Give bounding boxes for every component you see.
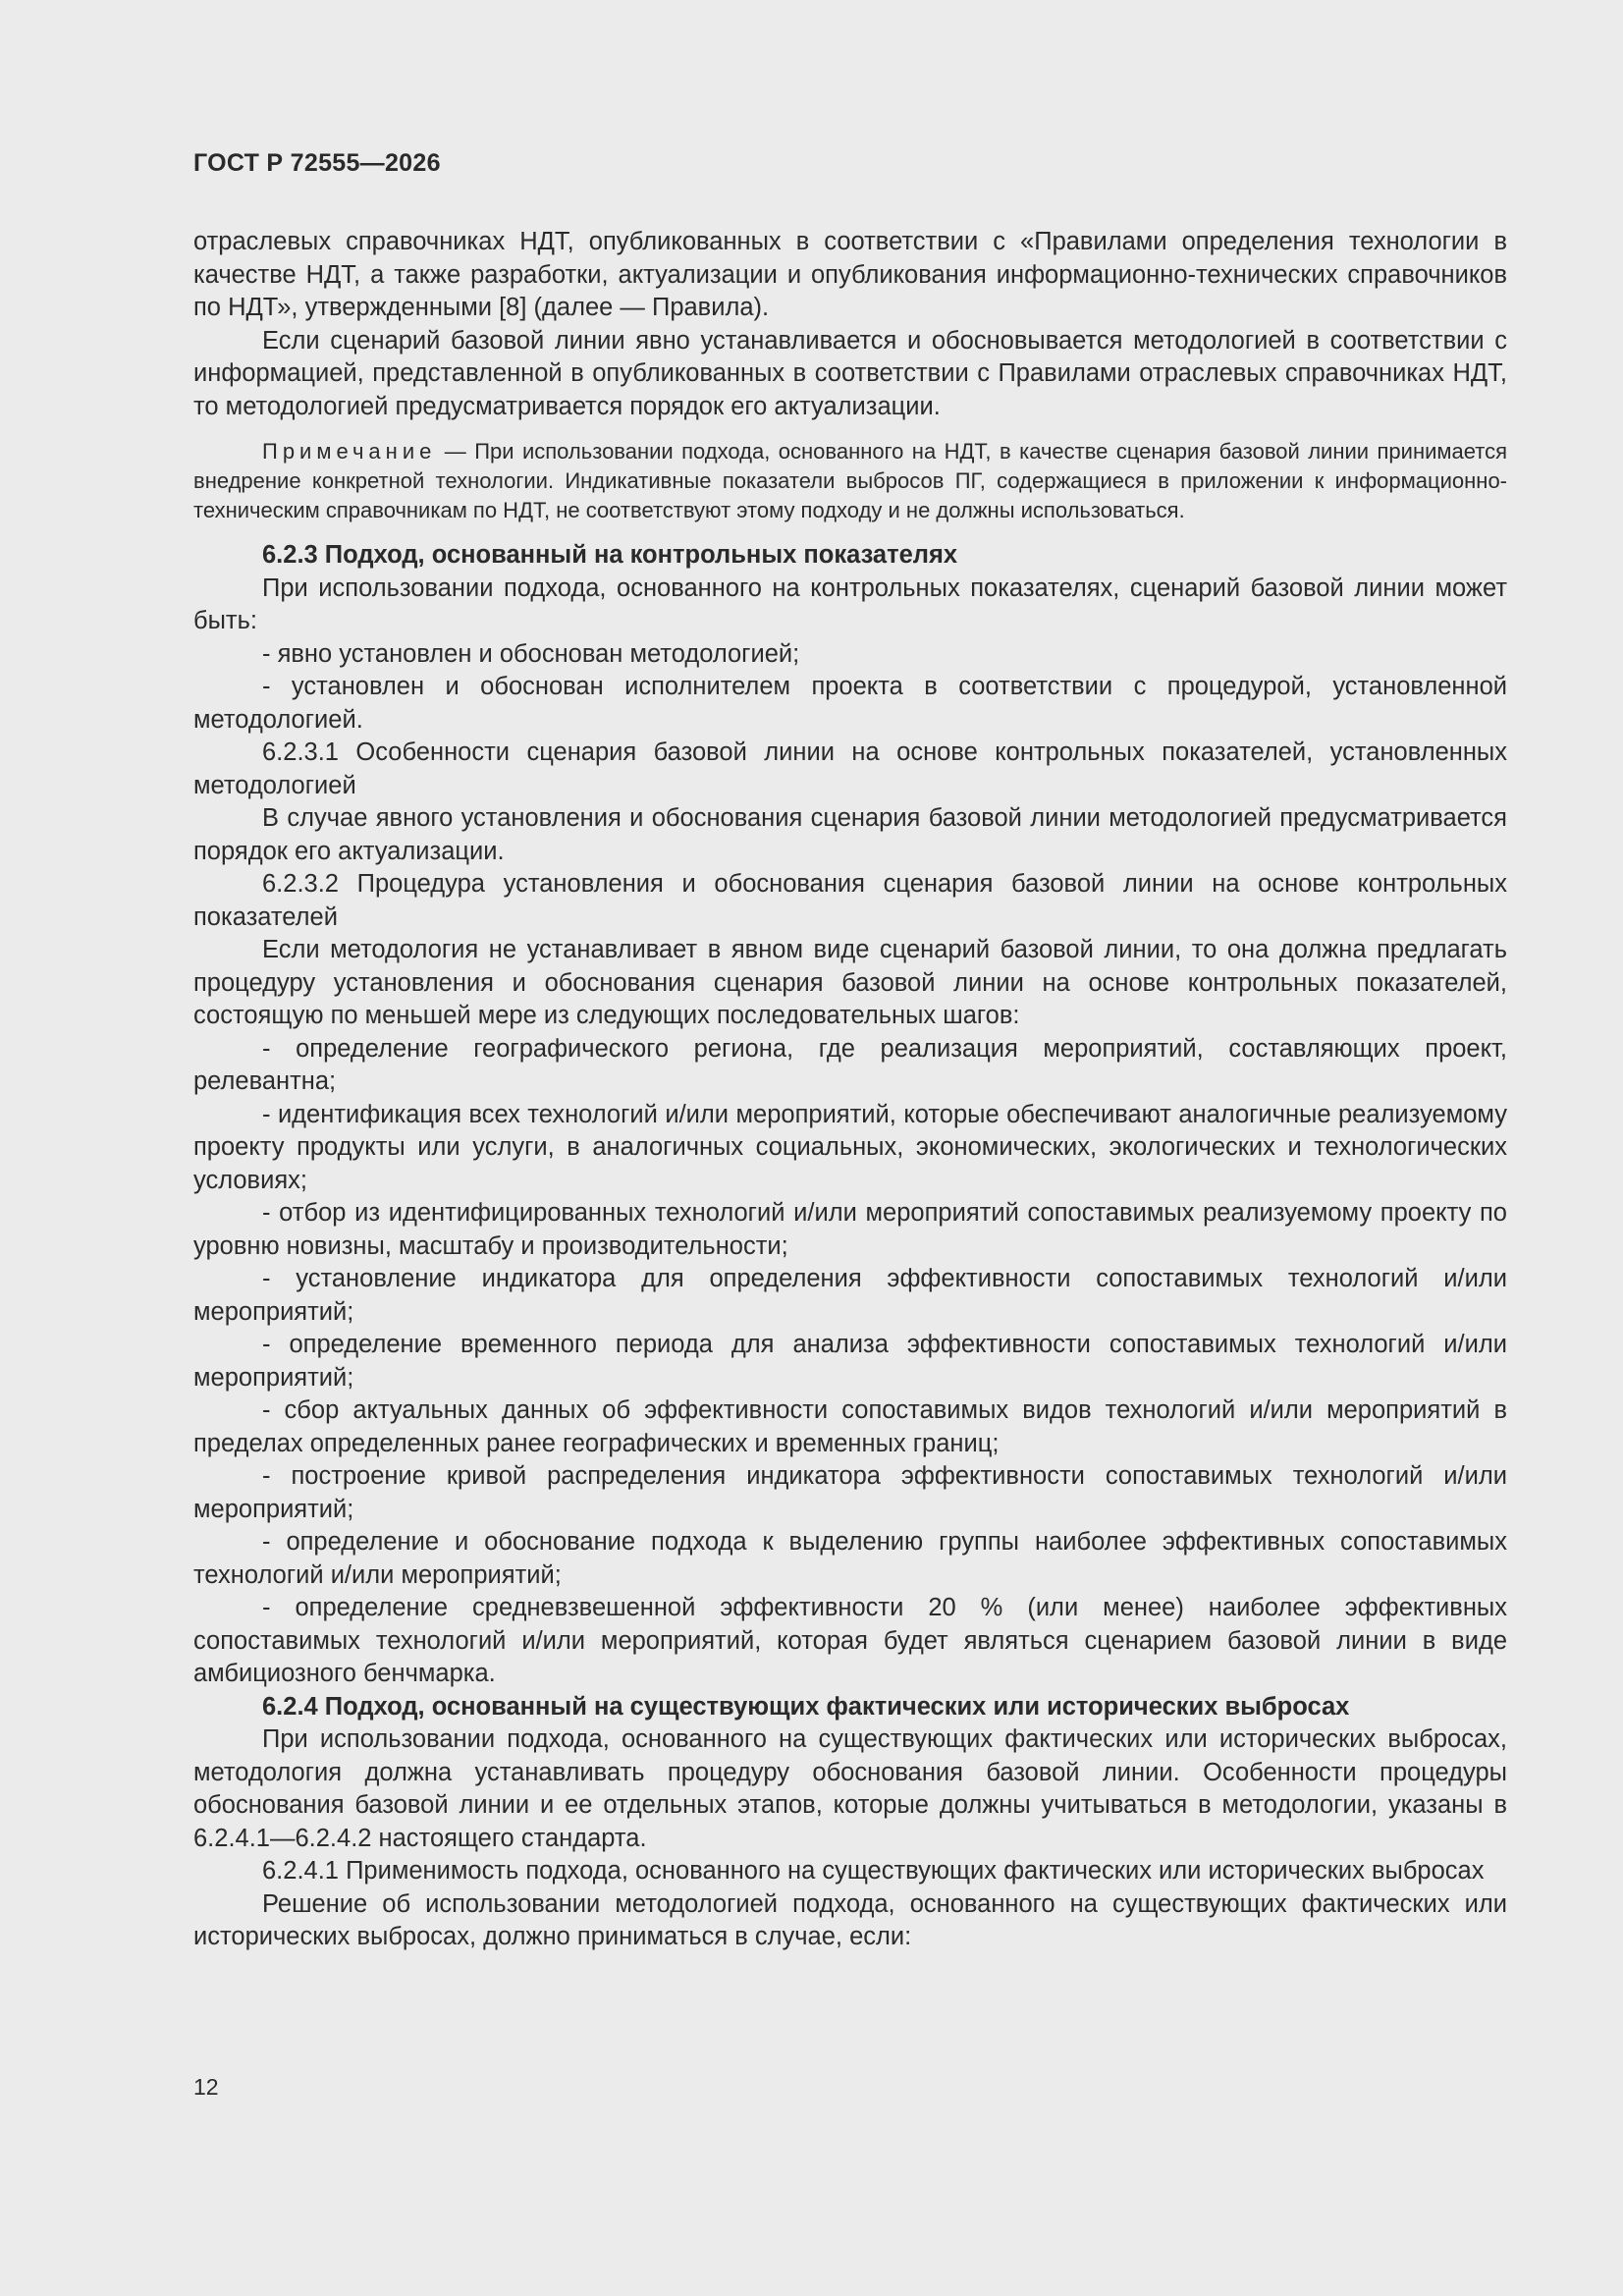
list-item: - отбор из идентифицированных технологий и/или мероприятий сопоставимых реализуемому проекту по уровню новизны, масштабу и производительности;: [193, 1199, 1507, 1260]
list-item: - построение кривой распределения индикатора эффективности сопоставимых технологий и/или мероприятий;: [193, 1462, 1507, 1523]
paragraph-continuation: отраслевых справочниках НДТ, опубликованных в соответствии с «Правилами определения технологии в качестве НДТ, а также разработки, актуализации и опубликования информационно-технических справочников по НДТ», утвержденными [8] (далее — Правила).: [193, 228, 1507, 321]
section-heading-6-2-3: 6.2.3 Подход, основанный на контрольных показателях: [262, 541, 958, 569]
document-body: [193, 226, 1507, 1954]
document-code-header: ГОСТ Р 72555—2026: [193, 149, 441, 177]
paragraph: Если методология не устанавливает в явном виде сценарий базовой линии, то она должна предлагать процедуру установления и обоснования сценария базовой линии на основе контрольных показателей, состоящую по меньшей мере из следующих последовательных шагов:: [193, 936, 1507, 1029]
note-label: Примечание: [262, 439, 437, 464]
list-item: - установление индикатора для определения эффективности сопоставимых технологий и/или мероприятий;: [193, 1265, 1507, 1326]
list-item: - идентификация всех технологий и/или мероприятий, которые обеспечивают аналогичные реализуемому проекту продукты или услуги, в аналогичных социальных, экономических, экологических и технологических условиях;: [193, 1100, 1507, 1194]
section-heading-6-2-4: 6.2.4 Подход, основанный на существующих фактических или исторических выбросах: [262, 1692, 1350, 1721]
list-item: - определение географического региона, где реализация мероприятий, составляющих проект, релевантна;: [193, 1034, 1507, 1095]
note-text: — При использовании подхода, основанного на НДТ, в качестве сценария базовой линии принимается внедрение конкретной технологии. Индикативные показатели выбросов ПГ, содержащиеся в приложении к информационно-техническим справочникам по НДТ, не соответствуют этому подходу и не должны использоваться.: [193, 439, 1507, 522]
note: [193, 437, 1507, 525]
list-item: - определение средневзвешенной эффективности 20 % (или менее) наиболее эффективных сопоставимых технологий и/или мероприятий, которая будет являться сценарием базовой линии в виде амбициозного бенчмарка.: [193, 1594, 1507, 1687]
paragraph: Если сценарий базовой линии явно устанавливается и обосновывается методологией в соответствии с информацией, представленной в опубликованных в соответствии с Правилами отраслевых справочниках НДТ, то методологией предусматривается порядок его актуализации.: [193, 326, 1507, 420]
page-number: 12: [193, 2074, 219, 2100]
subsection-heading-6-2-3-1: 6.2.3.1 Особенности сценария базовой линии на основе контрольных показателей, установленных методологией: [193, 738, 1507, 799]
list-item: - определение временного периода для анализа эффективности сопоставимых технологий и/или мероприятий;: [193, 1331, 1507, 1392]
list-item: - определение и обоснование подхода к выделению группы наиболее эффективных сопоставимых технологий и/или мероприятий;: [193, 1528, 1507, 1589]
subsection-heading-6-2-3-2: 6.2.3.2 Процедура установления и обоснования сценария базовой линии на основе контрольных показателей: [193, 870, 1507, 931]
subsection-heading-6-2-4-1: 6.2.4.1 Применимость подхода, основанного на существующих фактических или исторических выбросах: [262, 1857, 1485, 1885]
paragraph: При использовании подхода, основанного на существующих фактических или исторических выбросах, методология должна устанавливать процедуру обоснования базовой линии. Особенности процедуры обоснования базовой линии и ее отдельных этапов, которые должны учитываться в методологии, указаны в 6.2.4.1—6.2.4.2 настоящего стандарта.: [193, 1725, 1507, 1852]
list-item: - явно установлен и обоснован методологией;: [262, 639, 800, 668]
paragraph: В случае явного установления и обоснования сценария базовой линии методологией предусматривается порядок его актуализации.: [193, 804, 1507, 865]
list-item: - сбор актуальных данных об эффективности сопоставимых видов технологий и/или мероприятий в пределах определенных ранее географических и временных границ;: [193, 1396, 1507, 1457]
list-item: - установлен и обоснован исполнителем проекта в соответствии с процедурой, установленной методологией.: [193, 673, 1507, 734]
paragraph: При использовании подхода, основанного на контрольных показателях, сценарий базовой линии может быть:: [193, 574, 1507, 634]
paragraph: Решение об использовании методологией подхода, основанного на существующих фактических или исторических выбросах, должно приниматься в случае, если:: [193, 1889, 1507, 1950]
